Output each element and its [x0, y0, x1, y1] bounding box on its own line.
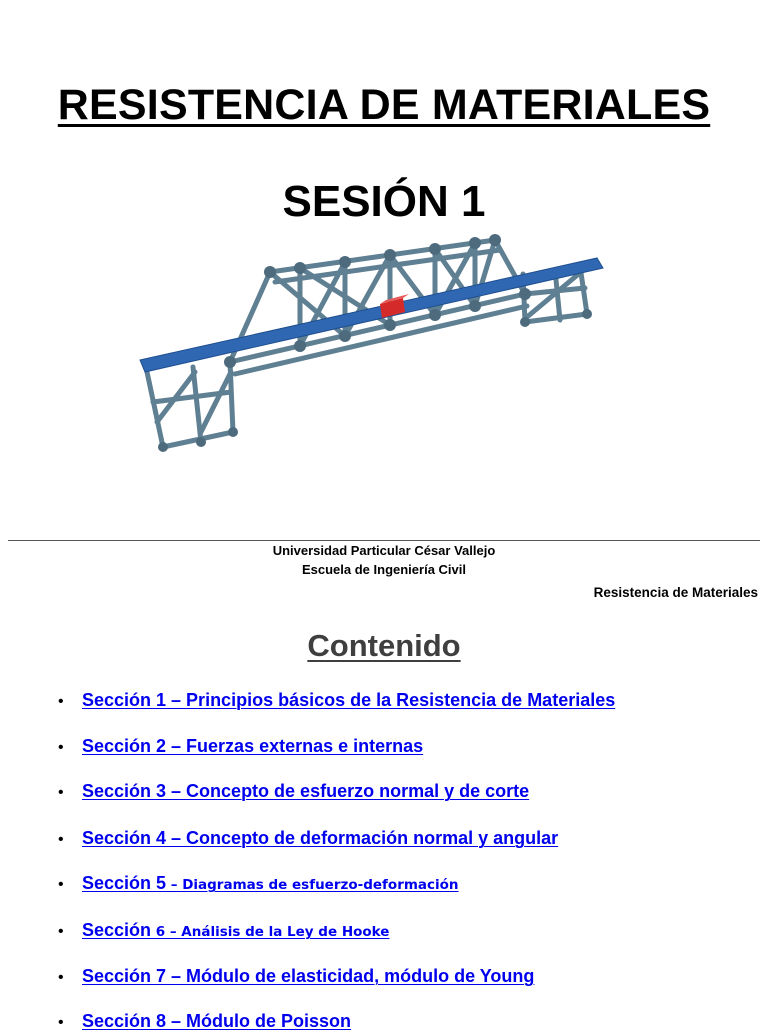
toc-link-section-5[interactable] — [82, 873, 459, 893]
toc-item-2 — [58, 735, 423, 759]
toc-link-section-7[interactable]: Sección 7 – Módulo de elasticidad, módulo de Young — [82, 966, 535, 986]
toc-link-section-8[interactable]: Sección 8 – Módulo de Poisson — [82, 1011, 352, 1031]
bullet-icon: • — [58, 876, 64, 893]
document-title: RESISTENCIA DE MATERIALES — [57, 80, 711, 129]
bullet-icon: • — [58, 831, 64, 848]
toc-item-6 — [58, 919, 389, 943]
toc-item-8 — [58, 1010, 351, 1034]
bullet-icon: • — [58, 784, 64, 801]
toc-item-7 — [58, 965, 534, 989]
toc-link-section-1[interactable]: Sección 1 – Principios básicos de la Resistencia de Materiales — [82, 690, 616, 710]
contents-heading: Contenido — [307, 628, 461, 663]
bullet-icon: • — [58, 969, 64, 986]
toc-link-section-6[interactable] — [82, 920, 389, 940]
toc-item-4 — [58, 827, 558, 851]
bullet-icon: • — [58, 1014, 64, 1031]
toc-link-prefix: Sección — [82, 920, 152, 940]
session-title: SESIÓN 1 — [282, 176, 486, 226]
bullet-icon: • — [58, 739, 64, 756]
toc-item-3 — [58, 780, 529, 804]
toc-link-section-3[interactable]: Sección 3 – Concepto de esfuerzo normal y de corte — [82, 781, 530, 801]
toc-link-label: – Diagramas de esfuerzo-deformación — [166, 877, 459, 893]
toc-item-5 — [58, 872, 459, 896]
toc-link-section-2[interactable]: Sección 2 – Fuerzas externas e internas — [82, 736, 424, 756]
toc-link-prefix: Sección 5 — [82, 873, 167, 893]
toc-link-label: 6 – Análisis de la Ley de Hooke — [151, 924, 390, 940]
bullet-icon: • — [58, 923, 64, 940]
school-name: Escuela de Ingeniería Civil — [301, 562, 466, 577]
toc-item-1 — [58, 689, 615, 713]
course-name: Resistencia de Materiales — [593, 585, 758, 600]
bullet-icon: • — [58, 693, 64, 710]
toc-link-section-4[interactable]: Sección 4 – Concepto de deformación normal y angular — [82, 828, 559, 848]
university-name: Universidad Particular César Vallejo — [272, 543, 496, 558]
